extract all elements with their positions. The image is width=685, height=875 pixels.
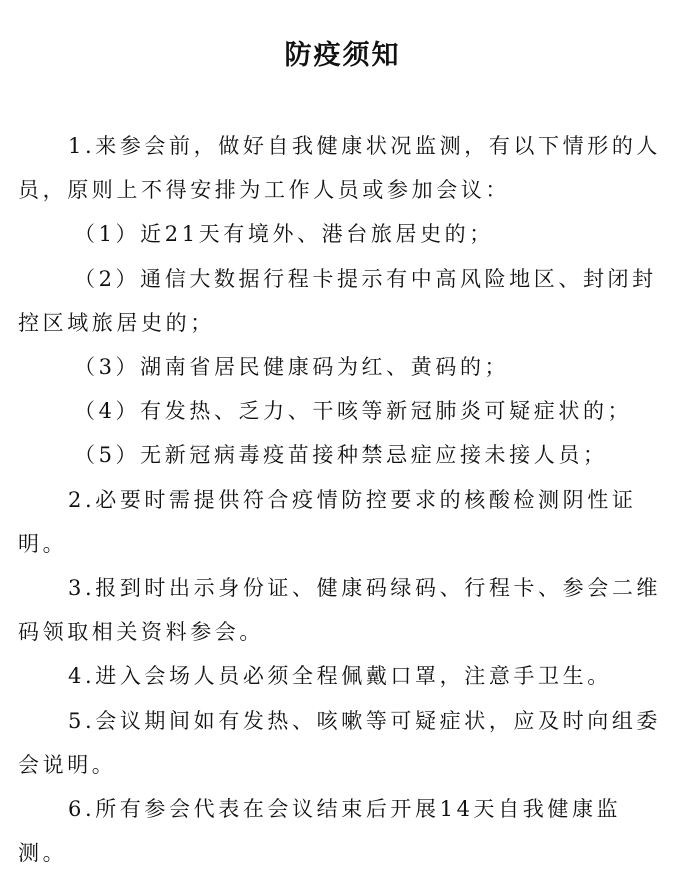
paragraph-item-5: 5.会议期间如有发热、咳嗽等可疑症状，应及时向组委会说明。 (18, 708, 662, 777)
paragraph-sub-item-3: （3）湖南省居民健康码为红、黄码的； (74, 355, 510, 380)
paragraph-sub-item-5: （5）无新冠病毒疫苗接种禁忌症应接未接人员； (74, 443, 608, 468)
paragraph-sub-item-4: （4）有发热、乏力、干咳等新冠肺炎可疑症状的； (74, 399, 633, 424)
page-title: 防疫须知 (284, 40, 401, 71)
paragraph-item-2: 2.必要时需提供符合疫情防控要求的核酸检测阴性证明。 (18, 487, 637, 556)
notice-body (18, 124, 668, 875)
paragraph-sub-item-2: （2）通信大数据行程卡提示有中高风险地区、封闭封控区域旅居史的； (18, 266, 657, 335)
paragraph-item-3: 3.报到时出示身份证、健康码绿码、行程卡、参会二维码领取相关资料参会。 (18, 576, 662, 645)
paragraph-item-6: 6.所有参会代表在会议结束后开展14天自我健康监测。 (18, 797, 622, 866)
paragraph-sub-item-1: （1）近21天有境外、港台旅居史的； (74, 222, 494, 247)
paragraph-item-1: 1.来参会前，做好自我健康状况监测，有以下情形的人员，原则上不得安排为工作人员或参加会议： (18, 134, 662, 203)
paragraph-item-4: 4.进入会场人员必须全程佩戴口罩，注意手卫生。 (68, 664, 612, 689)
